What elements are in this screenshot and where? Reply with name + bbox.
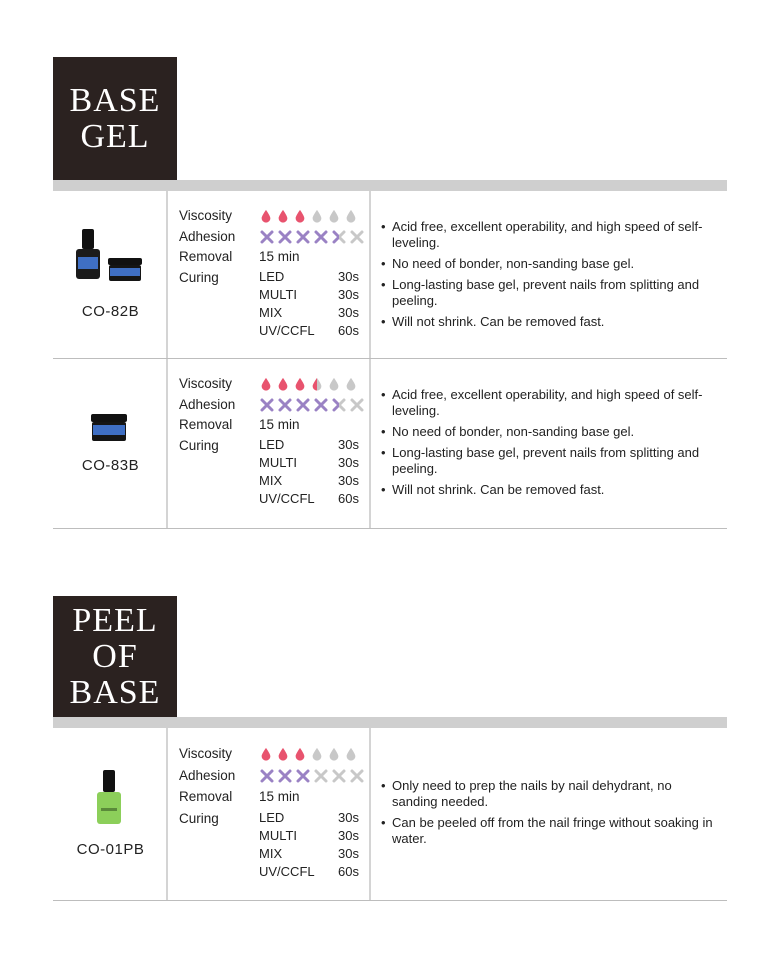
product-row-co-82b xyxy=(53,191,727,359)
cross-icon xyxy=(259,397,275,413)
cross-icon xyxy=(295,229,311,245)
adhesion-label: Adhesion xyxy=(179,767,236,783)
drop-icon xyxy=(259,208,273,224)
curing-time: 30s xyxy=(338,827,359,843)
cross-icon xyxy=(349,397,365,413)
section-title-peel-of-base xyxy=(53,596,177,717)
product-code: CO-82B xyxy=(81,303,140,320)
feature-item: • Acid free, excellent operability, and high speed of self-leveling. xyxy=(380,219,720,251)
feature-list xyxy=(380,387,720,503)
curing-lamp-name: LED xyxy=(259,268,285,284)
cross-icon xyxy=(277,229,293,245)
gel-jar-icon xyxy=(53,359,168,469)
curing-row xyxy=(259,490,359,508)
green-bottle-icon xyxy=(53,728,168,838)
drop-icon xyxy=(310,208,324,224)
curing-row xyxy=(259,436,359,454)
cross-icon xyxy=(313,768,329,784)
curing-time: 30s xyxy=(338,845,359,861)
feature-list xyxy=(380,219,720,335)
drop-icon xyxy=(310,376,324,392)
title-line: OF xyxy=(92,637,138,675)
title-line: GEL xyxy=(80,117,150,155)
drop-icon xyxy=(259,746,273,762)
adhesion-label: Adhesion xyxy=(179,228,236,244)
curing-lamp-name: MULTI xyxy=(259,454,298,470)
curing-time: 60s xyxy=(338,490,359,506)
curing-label: Curing xyxy=(179,437,219,453)
drop-icon xyxy=(259,376,273,392)
cross-icon xyxy=(349,768,365,784)
cross-icon xyxy=(259,768,275,784)
gel-bottle-and-jar-icon xyxy=(53,191,168,301)
curing-lamp-name: MIX xyxy=(259,472,283,488)
product-code: CO-01PB xyxy=(76,841,145,858)
curing-table xyxy=(259,809,359,881)
removal-label: Removal xyxy=(179,417,233,432)
curing-lamp-name: MULTI xyxy=(259,827,298,843)
drop-icon xyxy=(344,208,358,224)
curing-row xyxy=(259,268,359,286)
product-image xyxy=(53,191,168,358)
section-divider-bar xyxy=(53,180,727,191)
curing-time: 30s xyxy=(338,286,359,302)
drop-icon xyxy=(344,376,358,392)
curing-lamp-name: UV/CCFL xyxy=(259,490,315,506)
cross-icon xyxy=(277,397,293,413)
feature-item: • No need of bonder, non-sanding base gel. xyxy=(380,256,720,272)
cross-icon xyxy=(331,397,347,413)
drop-icon xyxy=(293,746,307,762)
feature-item: • Can be peeled off from the nail fringe without soaking in water. xyxy=(380,815,720,847)
curing-time: 30s xyxy=(338,436,359,452)
section-divider-bar xyxy=(53,717,727,728)
cross-icon xyxy=(313,229,329,245)
curing-time: 60s xyxy=(338,322,359,338)
curing-table xyxy=(259,436,359,508)
title-line: PEEL xyxy=(72,601,158,639)
drop-icon xyxy=(344,746,358,762)
feature-list xyxy=(380,778,720,852)
drop-icon xyxy=(310,746,324,762)
viscosity-rating xyxy=(259,374,358,394)
removal-label: Removal xyxy=(179,249,233,264)
curing-lamp-name: LED xyxy=(259,809,285,825)
drop-icon xyxy=(276,376,290,392)
curing-time: 30s xyxy=(338,472,359,488)
product-code: CO-83B xyxy=(81,457,140,474)
curing-lamp-name: MIX xyxy=(259,304,283,320)
adhesion-label: Adhesion xyxy=(179,396,236,412)
drop-icon xyxy=(327,746,341,762)
curing-row xyxy=(259,845,359,863)
curing-time: 30s xyxy=(338,268,359,284)
cross-icon xyxy=(331,229,347,245)
curing-label: Curing xyxy=(179,810,219,826)
title-line: BASE xyxy=(69,81,161,119)
curing-lamp-name: LED xyxy=(259,436,285,452)
feature-item: • Only need to prep the nails by nail dehydrant, no sanding needed. xyxy=(380,778,720,810)
feature-item: • Will not shrink. Can be removed fast. xyxy=(380,314,720,330)
feature-item: • Long-lasting base gel, prevent nails from splitting and peeling. xyxy=(380,445,720,477)
removal-value: 15 min xyxy=(259,789,300,804)
drop-icon xyxy=(293,208,307,224)
adhesion-rating xyxy=(259,227,365,247)
cross-icon xyxy=(259,229,275,245)
curing-row xyxy=(259,472,359,490)
product-row-co-83b xyxy=(53,359,727,529)
viscosity-rating xyxy=(259,206,358,226)
adhesion-rating xyxy=(259,766,365,786)
cross-icon xyxy=(295,768,311,784)
feature-item: • Will not shrink. Can be removed fast. xyxy=(380,482,720,498)
curing-time: 30s xyxy=(338,454,359,470)
drop-icon xyxy=(276,746,290,762)
curing-row xyxy=(259,286,359,304)
viscosity-label: Viscosity xyxy=(179,208,233,223)
curing-lamp-name: UV/CCFL xyxy=(259,863,315,879)
viscosity-rating xyxy=(259,744,358,764)
curing-time: 30s xyxy=(338,809,359,825)
curing-row xyxy=(259,809,359,827)
title-line: BASE xyxy=(69,673,161,711)
section-title-base-gel xyxy=(53,57,177,180)
curing-row xyxy=(259,304,359,322)
curing-label: Curing xyxy=(179,269,219,285)
curing-lamp-name: MIX xyxy=(259,845,283,861)
cross-icon xyxy=(331,768,347,784)
drop-icon xyxy=(276,208,290,224)
feature-item: • No need of bonder, non-sanding base gel. xyxy=(380,424,720,440)
removal-label: Removal xyxy=(179,789,233,804)
adhesion-rating xyxy=(259,395,365,415)
curing-row xyxy=(259,454,359,472)
cross-icon xyxy=(349,229,365,245)
drop-icon xyxy=(327,208,341,224)
product-image xyxy=(53,728,168,900)
product-row-co-01pb xyxy=(53,728,727,901)
feature-item: • Long-lasting base gel, prevent nails from splitting and peeling. xyxy=(380,277,720,309)
cross-icon xyxy=(295,397,311,413)
viscosity-label: Viscosity xyxy=(179,376,233,391)
curing-lamp-name: MULTI xyxy=(259,286,298,302)
curing-time: 60s xyxy=(338,863,359,879)
cross-icon xyxy=(313,397,329,413)
curing-table xyxy=(259,268,359,340)
curing-row xyxy=(259,322,359,340)
feature-item: • Acid free, excellent operability, and high speed of self-leveling. xyxy=(380,387,720,419)
viscosity-label: Viscosity xyxy=(179,746,233,761)
removal-value: 15 min xyxy=(259,249,300,264)
cross-icon xyxy=(277,768,293,784)
curing-lamp-name: UV/CCFL xyxy=(259,322,315,338)
removal-value: 15 min xyxy=(259,417,300,432)
curing-time: 30s xyxy=(338,304,359,320)
drop-icon xyxy=(327,376,341,392)
curing-row xyxy=(259,863,359,881)
product-image xyxy=(53,359,168,528)
drop-icon xyxy=(293,376,307,392)
curing-row xyxy=(259,827,359,845)
